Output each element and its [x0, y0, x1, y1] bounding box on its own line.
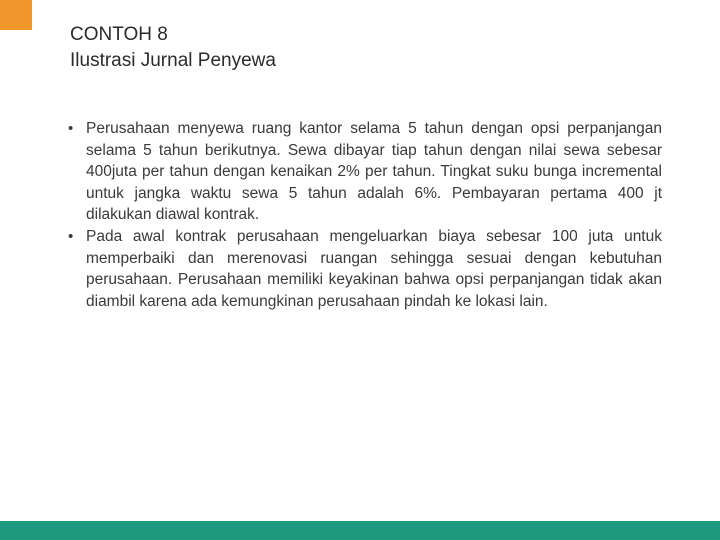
- bullet-icon: •: [68, 120, 74, 137]
- bullet-list: [62, 118, 662, 312]
- footer-bar: [0, 521, 720, 540]
- title-line-1: CONTOH 8: [70, 24, 168, 45]
- title-line-2: Ilustrasi Jurnal Penyewa: [70, 50, 276, 71]
- bullet-icon: •: [68, 227, 74, 245]
- corner-accent: [0, 0, 32, 30]
- bullet-item: [62, 118, 662, 226]
- slide-title: [70, 22, 276, 74]
- bullet-text: Perusahaan menyewa ruang kantor selama 5 tahun dengan opsi perpanjangan selama 5 tahun berikutnya. Sewa dibayar tiap tahun dengan nilai sewa sebesar 400juta per tahun dengan kenaikan 2% per tahun. Tingkat suku bunga incremental untuk jangka waktu sewa 5 tahun adalah 6%. Pembayaran pertama 400 jt dilakukan diawal kontrak.: [86, 120, 662, 224]
- bullet-text: Pada awal kontrak perusahaan mengeluarkan biaya sebesar 100 juta untuk memperbaiki dan merenovasi ruangan sehingga sesuai dengan kebutuhan perusahaan. Perusahaan memiliki keyakinan bahwa opsi perpanjangan tidak akan diambil karena ada kemungkinan perusahaan pindah ke lokasi lain.: [86, 227, 662, 310]
- bullet-item: [62, 226, 662, 312]
